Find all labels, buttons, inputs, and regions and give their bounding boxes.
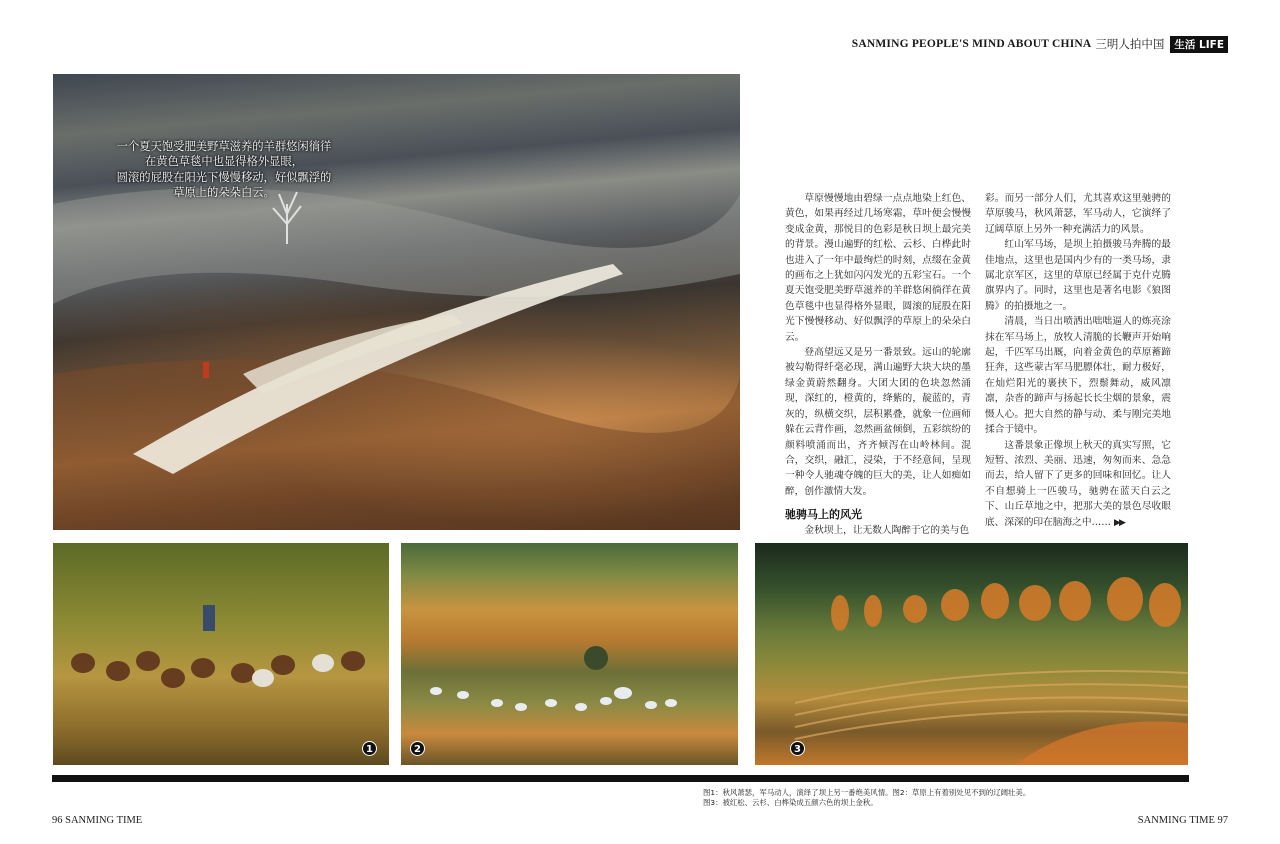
photo-autumn-forest-fields: [755, 543, 1188, 765]
article-column-1: [785, 191, 971, 539]
article-paragraph: 登高望远又是另一番景致。远山的轮廓被勾勒得纤毫必现，满山遍野大块大块的墨绿金黄蔚然翻身。大团大团的色块忽然涌现，深红的，橙黄的，绛紫的，靛蓝的，青灰的，纵横交织，层积累叠，就象一位画师躲在云背作画，忽然画盆倾倒，五彩缤纷的颜料喷涌而出，齐齐倾泻在山岭林间。混合，交织，融汇，浸染，于不经意间，呈现一种令人驰魂夺魄的巨大的美，让人如痴如醉，创作激情大发。: [785, 347, 971, 497]
photo-3-scene: [755, 543, 1188, 765]
header-title-en: SANMING PEOPLE'S MIND ABOUT CHINA: [851, 38, 1092, 50]
article-column-2: [985, 191, 1171, 531]
caption-line: 一个夏天饱受肥美野草滋养的羊群悠闲徜徉: [116, 140, 332, 153]
photo-horses-herd: [53, 543, 389, 765]
photo-grassland-yurts: [401, 543, 738, 765]
photo-caption-line: 图3：被红松、云杉、白桦染成五颜六色的坝上金秋。: [703, 798, 878, 807]
page-header: [852, 36, 1228, 52]
photo-number-badge: 2: [410, 741, 425, 756]
main-photo-sheep-flock: [53, 74, 740, 530]
photo-captions: [703, 788, 1030, 808]
section-heading: 驰骋马上的风光: [785, 508, 862, 522]
photo-1-scene: [53, 543, 389, 765]
article-paragraph: 清晨，当日出喷洒出咄咄逼人的炼亮涂抹在军马场上，放牧人清脆的长鞭声开始响起，千匹军马出厩，向着金黄色的草原蓄蹄狂奔，这些蒙古军马肥膘体壮，耐力极好，在灿烂阳光的裹挟下，烈鬃舞动，威风凛凛，杂沓的蹄声与扬起长长尘烟的景象，震慑人心。把大自然的静与动、柔与刚完美地揉合于镜中。: [985, 316, 1171, 436]
caption-line: 在黄色草毯中也显得格外显眼，: [144, 155, 304, 169]
article-paragraph-text: 这番景象正像坝上秋天的真实写照，它短暂、浓烈、美丽、迅速，匆匆而来、急急而去，给人留下了更多的回味和回忆。让人不自想骑上一匹骏马，驰骋在蓝天白云之下、山丘草地之中，把那大美的景色尽收眼底、深深的印在脑海之中……: [985, 439, 1171, 528]
main-photo-caption: [115, 139, 333, 201]
article-paragraph: 红山军马场，是坝上拍摄骏马奔腾的最佳地点，这里也是国内少有的一类马场，隶属北京军区，这里的草原已经属于克什克腾旗界内了。同时，这里也是著名电影《狼图腾》的拍摄地之一。: [985, 239, 1171, 312]
footer-rule: [52, 775, 1189, 782]
photo-caption-line: 图1：秋风萧瑟，军马动人，演绎了坝上另一番绝美风情。图2：草原上有着别处见不到的辽阔壮美。: [703, 788, 1031, 797]
photo-2-scene: [401, 543, 738, 765]
section-badge: 生活 LIFE: [1170, 36, 1228, 53]
article-paragraph: [985, 438, 1171, 531]
continue-arrow-icon: ▶▶: [1114, 517, 1124, 528]
caption-line: 圆滚的屁股在阳光下慢慢移动，好似飘浮的: [116, 170, 332, 184]
folio-left: 96 SANMING TIME: [52, 815, 143, 826]
caption-line: 草原上的朵朵白云。: [173, 186, 275, 200]
photo-number-badge: 3: [790, 741, 805, 756]
folio-right: SANMING TIME 97: [1137, 815, 1228, 826]
article-paragraph: 彩。而另一部分人们，尤其喜欢这里驰骋的草原骏马，秋风萧瑟，军马动人，它演绎了辽阔草原上另外一种充满活力的风景。: [985, 193, 1171, 235]
article-paragraph: 金秋坝上，让无数人陶醉于它的美与色: [804, 525, 970, 537]
header-title-cn: 三明人拍中国: [1095, 37, 1165, 51]
article-paragraph: 草原慢慢地由碧绿一点点地染上红色、黄色，如果再经过几场寒霜，草叶便会慢慢变成金黄，那悦目的色彩是秋日坝上最完美的背景。漫山遍野的红松、云杉、白桦此时也进入了一年中最绚烂的时刻，点缀在金黄的画布之上犹如闪闪发光的五彩宝石。一个夏天饱受肥美野草滋养的羊群悠闲徜徉在黄色草毯中也显得格外显眼，圆滚的屁股在阳光下慢慢移动、好似飘浮的草原上的朵朵白云。: [785, 193, 971, 343]
photo-number-badge: 1: [362, 741, 377, 756]
